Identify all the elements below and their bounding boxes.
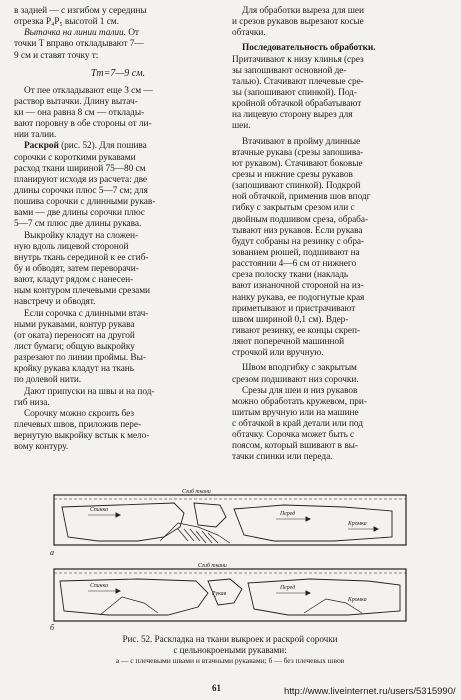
- page-number: 61: [212, 683, 221, 693]
- selvedge-label-b: Кромка: [348, 597, 367, 603]
- paragraph-line: расход ткани шириной 75—80 см: [14, 163, 146, 174]
- front-label-b: Перед: [280, 585, 296, 591]
- paragraph-line: вернутую выкройку встык к мело-: [14, 431, 150, 442]
- paragraph-line: зованием рюшей, подшивают на: [232, 247, 360, 258]
- paragraph-line: планируют исходя из расчета: две: [14, 174, 148, 185]
- paragraph-line: ную вдоль лицевой стороной: [14, 241, 129, 252]
- paragraph-line: ляют поперечной машинной: [232, 337, 345, 348]
- paragraph-line: срезы и нижние срезы рукавов: [232, 169, 353, 180]
- paragraph-line: бу и обводят, затем переворачи-: [14, 263, 139, 274]
- paragraph-line: Если сорочка с длинными втач-: [24, 308, 149, 319]
- paragraph-line: раствор вытачки. Длину вытач-: [14, 96, 138, 107]
- paragraph-line: длины сорочки плюс 5—7 см; для: [14, 185, 148, 196]
- paragraph-line: Швом вподгибку с закрытым: [242, 363, 357, 374]
- paragraph-line: талью). Стачивают плечевые сре-: [232, 76, 364, 87]
- panel-label-a: а: [50, 548, 54, 557]
- paragraph-line: втачные рукава (срезы запошива-: [232, 147, 364, 158]
- paragraph-line: шеи.: [232, 121, 251, 132]
- caption-title-line-1: Рис. 52. Раскладка на ткани выкроек и раскрой сорочки: [122, 634, 338, 644]
- paragraph-line: и срезов рукавов вырезают косые: [232, 17, 364, 28]
- paragraph-line: (запошивают спинкой). Подкрой: [232, 181, 361, 192]
- paragraph-line: двойным подшивом среза, обраба-: [232, 214, 369, 225]
- sleeve-label-b: Рукав: [212, 591, 227, 597]
- paragraph-line: зы запошивают основной де-: [232, 65, 347, 76]
- watermark-url: http://www.liveinternet.ru/users/5315990/: [284, 686, 456, 697]
- paragraph-line: ной обтачкой, применив шов вподг: [232, 192, 371, 203]
- paragraph-line: Срезы для шеи и низ рукавов: [242, 385, 358, 396]
- selvedge-label-a: Кромка: [348, 521, 367, 527]
- paragraph-line: плечевых швов, приложив пере-: [14, 419, 142, 430]
- paragraph-line: тывают низ рукавов. Если рукава: [232, 225, 363, 236]
- raskroy-line: [14, 141, 222, 152]
- paragraph-line: гибку с закрытым срезом или с: [232, 203, 355, 214]
- paragraph-line: поясом, который вшивают в вы-: [232, 441, 358, 452]
- layout-a: [54, 495, 406, 545]
- paragraph-line: вому контуру.: [14, 442, 69, 453]
- paragraph-line: Притачивают к низу клинья (срез: [232, 54, 364, 65]
- paragraph-line: 5—7 см плюс две длины рукава.: [14, 219, 142, 230]
- paragraph-line: вают изнаночной стороной на из-: [232, 281, 364, 292]
- paragraph-line: Втачивают в пройму длинные: [242, 136, 361, 147]
- paragraph-line: ки — она равна 8 см — отклады-: [14, 107, 145, 118]
- paragraph-line: кройной обтачкой обрабатывают: [232, 99, 362, 110]
- paragraph-line: гиб низа.: [14, 397, 50, 408]
- back-label-a: Спинка: [90, 507, 109, 513]
- paragraph-line: вают поровну в обе стороны от ли-: [14, 119, 152, 130]
- paragraph-line: точки T вправо откладывают 7—: [14, 39, 144, 50]
- paragraph-line: навстречу и обводят.: [14, 297, 96, 308]
- paragraph-line: гивают резинку, ее концы скреп-: [232, 325, 361, 336]
- paragraph-line: обтачки.: [232, 28, 266, 39]
- paragraph-line: пошива сорочки с длинными рукав-: [14, 197, 156, 208]
- intro-line-2: отрезка P₄P₅ высотой 1 см.: [14, 17, 119, 28]
- paragraph-line: тачки спинки или переда.: [232, 452, 333, 463]
- paragraph-line: разрезают по линии проймы. Вы-: [14, 353, 146, 364]
- paragraph-line: строчкой или вручную.: [232, 348, 324, 359]
- paragraph-line: От пее откладывают еще 3 см —: [24, 85, 153, 96]
- fold-label-a: Сгиб ткани: [182, 489, 211, 495]
- paragraph-line: среза полоску ткани (накладь: [232, 270, 349, 281]
- paragraph-line: лист бумаги; общую выкройку: [14, 341, 135, 352]
- paragraph-line: Сорочку можно скроить без: [24, 408, 134, 419]
- paragraph-line: нии талии.: [14, 130, 57, 141]
- paragraph-line: ют рукавом). Стачивают боковые: [232, 158, 363, 169]
- dart-subhead-rest: От: [128, 28, 139, 39]
- caption-title-line-2: с цельнокроеными рукавами:: [173, 645, 287, 655]
- layout-figure: [48, 485, 420, 635]
- right-column: [232, 6, 448, 464]
- paragraph-line: будут собраны на резинку с обра-: [232, 236, 365, 247]
- paragraph-line: ным контуром плечевыми срезами: [14, 286, 151, 297]
- fold-label-b: Сгиб ткани: [198, 563, 227, 569]
- raskroy-rest: (рис. 52). Для пошива: [58, 141, 147, 152]
- paragraph-line: сорочки с короткими рукавами: [14, 152, 136, 163]
- paragraph-line: расстоянии 4—6 см от нижнего: [232, 259, 357, 270]
- paragraph-line: (от оката) переносят на другой: [14, 330, 135, 341]
- paragraph-line: обтачку. Сорочка может быть с: [232, 430, 355, 441]
- paragraph-line: ными рукавами, контур рукава: [14, 319, 135, 330]
- paragraph-line: кройку рукава кладут на ткань: [14, 364, 134, 375]
- panel-label-b: б: [50, 623, 55, 632]
- formula: Тт=7—9 см.: [90, 67, 146, 79]
- paragraph-line: Выкройку кладут на сложен-: [24, 230, 139, 241]
- dart-subhead: Вытачка на линии талии.: [24, 28, 126, 39]
- paragraph-line: приметывают и пристрачивают: [232, 303, 356, 314]
- front-label-a: Перед: [280, 511, 296, 517]
- back-label-b: Спинка: [90, 583, 109, 589]
- section-heading: Последовательность обработки.: [242, 43, 376, 54]
- figure-caption: [60, 634, 400, 666]
- intro-line-1: в задней — с изгибом у середины: [14, 6, 147, 16]
- paragraph-line: зы (запошивают спинкой). Под-: [232, 87, 357, 98]
- paragraph-line: нанку рукава, ее подогнутые края: [232, 292, 365, 303]
- paragraph-line: Дают припуски на швы и на под-: [24, 386, 155, 397]
- paragraph-line: на лицевую сторону вырез для: [232, 110, 353, 121]
- dart-subhead-line: [14, 28, 222, 39]
- paragraph-line: по долевой нити.: [14, 375, 82, 386]
- raskroy-heading: Раскрой: [24, 141, 59, 152]
- left-column: [14, 6, 222, 453]
- paragraph-line: срезом подшивают низ сорочки.: [232, 374, 359, 385]
- paragraph-line: Для обработки выреза для шеи: [242, 6, 364, 16]
- paragraph-line: вами — две длины сорочки плюс: [14, 208, 145, 219]
- paragraph-line: внутрь ткань серединой к ее сгиб-: [14, 252, 149, 263]
- paragraph-line: вают, кладут рядом с нанесен-: [14, 275, 134, 286]
- paragraph-line: шитым вручную или на машине: [232, 407, 359, 418]
- layout-b: [54, 569, 406, 621]
- caption-legend: а — с плечевыми швами и втачными рукавами; б — без плечевых швов: [115, 656, 345, 665]
- paragraph-line: швом шириной 0,1 см). Вдер-: [232, 314, 349, 325]
- paragraph-line: можно обработать кружевом, при-: [232, 396, 367, 407]
- paragraph-line: с обтачкой в край детали или под: [232, 419, 363, 430]
- paragraph-line: 9 см и ставят точку т:: [14, 50, 99, 61]
